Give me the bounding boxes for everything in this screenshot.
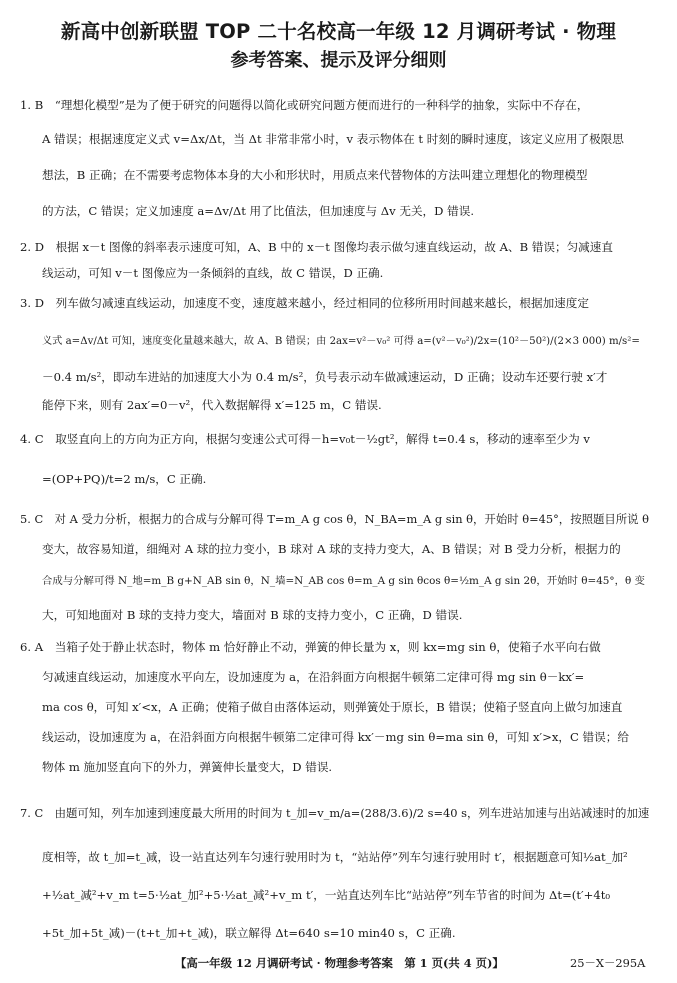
answer-1-line-1: 1. B “理想化模型”是为了便于研究的问题得以简化或研究问题方便而进行的一种科学的抽象，实际中不存在，: [20, 98, 589, 112]
answer-6-line-1: 6. A 当箱子处于静止状态时，物体 m 恰好静止不动，弹簧的伸长量为 x，则 kx=mg sin θ，使箱子水平向右做: [20, 640, 601, 654]
document-code: 25－X－295A: [570, 956, 646, 970]
answer-6-line-3: ma cos θ，可知 x′<x，A 正确；使箱子做自由落体运动，则弹簧处于原长，B 错误；使箱子竖直向上做匀加速直: [42, 700, 623, 714]
answer-7-line-2: 度相等，故 t_加=t_减，设一站直达列车匀速行驶用时为 t，“站站停”列车匀速行驶用时 t′，根据题意可知½at_加²: [42, 850, 628, 864]
answer-6-line-2: 匀减速直线运动，加速度水平向左，设加速度为 a，在沿斜面方向根据牛顿第二定律可得 mg sin θ－kx′=: [42, 670, 585, 684]
answer-1-line-3: 想法，B 正确；在不需要考虑物体本身的大小和形状时，用质点来代替物体的方法叫建立理想化的物理模型: [42, 168, 588, 182]
answer-6-line-4: 线运动，设加速度为 a，在沿斜面方向根据牛顿第二定律可得 kx′－mg sin θ=ma sin θ，可知 x′>x，C 错误；给: [42, 730, 629, 744]
answer-7-line-3: +½at_减²+v_m t=5·½at_加²+5·½at_减²+v_m t′，一站直达列车比“站站停”列车节省的时间为 Δt=(t′+4t₀: [42, 888, 611, 902]
answer-1-line-4: 的方法，C 错误；定义加速度 a=Δv/Δt 用了比值法，但加速度与 Δv 无关，D 错误.: [42, 204, 474, 218]
answer-3-line-2: 义式 a=Δv/Δt 可知，速度变化量越来越大，故 A、B 错误；由 2ax=v²－v₀² 可得 a=(v²－v₀²)/2x=(10²－50²)/(2×3 000) m/s²=: [42, 336, 640, 347]
answer-3-line-1: 3. D 列车做匀减速直线运动，加速度不变，速度越来越小，经过相同的位移所用时间越来越长，根据加速度定: [20, 296, 589, 310]
page-footer: 【高一年级 12 月调研考试 · 物理参考答案 第 1 页(共 4 页)】: [175, 956, 504, 970]
answer-5-line-3: 合成与分解可得 N_地=m_B g+N_AB sin θ，N_墙=N_AB cos θ=m_A g sin θcos θ=½m_A g sin 2θ，开始时 θ=45°，θ 变: [42, 575, 645, 587]
answer-7-line-4: +5t_加+5t_减)－(t+t_加+t_减)，联立解得 Δt=640 s=10 min40 s，C 正确.: [42, 926, 456, 940]
answer-5-line-1: 5. C 对 A 受力分析，根据力的合成与分解可得 T=m_A g cos θ，N_BA=m_A g sin θ，开始时 θ=45°，按照题目所说 θ: [20, 512, 650, 526]
answer-2-line-1: 2. D 根据 x－t 图像的斜率表示速度可知，A、B 中的 x－t 图像均表示做匀速直线运动，故 A、B 错误；匀减速直: [20, 240, 613, 254]
answer-5-line-2: 变大，故容易知道，细绳对 A 球的拉力变小，B 球对 A 球的支持力变大，A、B 错误；对 B 受力分析，根据力的: [42, 542, 621, 556]
answer-6-line-5: 物体 m 施加竖直向下的外力，弹簧伸长量变大，D 错误.: [42, 760, 333, 774]
answer-5-line-4: 大，可知地面对 B 球的支持力变大，墙面对 B 球的支持力变小，C 正确，D 错误.: [42, 608, 463, 622]
page-subtitle: 参考答案、提示及评分细则: [230, 50, 447, 71]
answer-1-line-2: A 错误；根据速度定义式 v=Δx/Δt，当 Δt 非常非常小时，v 表示物体在 t 时刻的瞬时速度，该定义应用了极限思: [42, 132, 624, 146]
answer-3-line-4: 能停下来，则有 2ax′=0－v²，代入数据解得 x′=125 m，C 错误.: [42, 398, 382, 412]
answer-7-line-1: 7. C 由题可知，列车加速到速度最大所用的时间为 t_加=v_m/a=(288/3.6)/2 s=40 s，列车进站加速与出站减速时的加速: [20, 806, 650, 820]
answer-2-line-2: 线运动，可知 v－t 图像应为一条倾斜的直线，故 C 错误，D 正确.: [42, 266, 384, 280]
answer-4-line-2: =(OP+PQ)/t=2 m/s，C 正确.: [42, 472, 207, 486]
page-title: 新高中创新联盟 TOP 二十名校高一年级 12 月调研考试 · 物理: [60, 20, 617, 43]
answer-4-line-1: 4. C 取竖直向上的方向为正方向，根据匀变速公式可得－h=v₀t－½gt²，解得 t=0.4 s，移动的速率至少为 v: [20, 432, 590, 446]
answer-3-line-3: －0.4 m/s²，即动车进站的加速度大小为 0.4 m/s²，负号表示动车做减速运动，D 正确；设动车还要行驶 x′才: [42, 370, 608, 384]
